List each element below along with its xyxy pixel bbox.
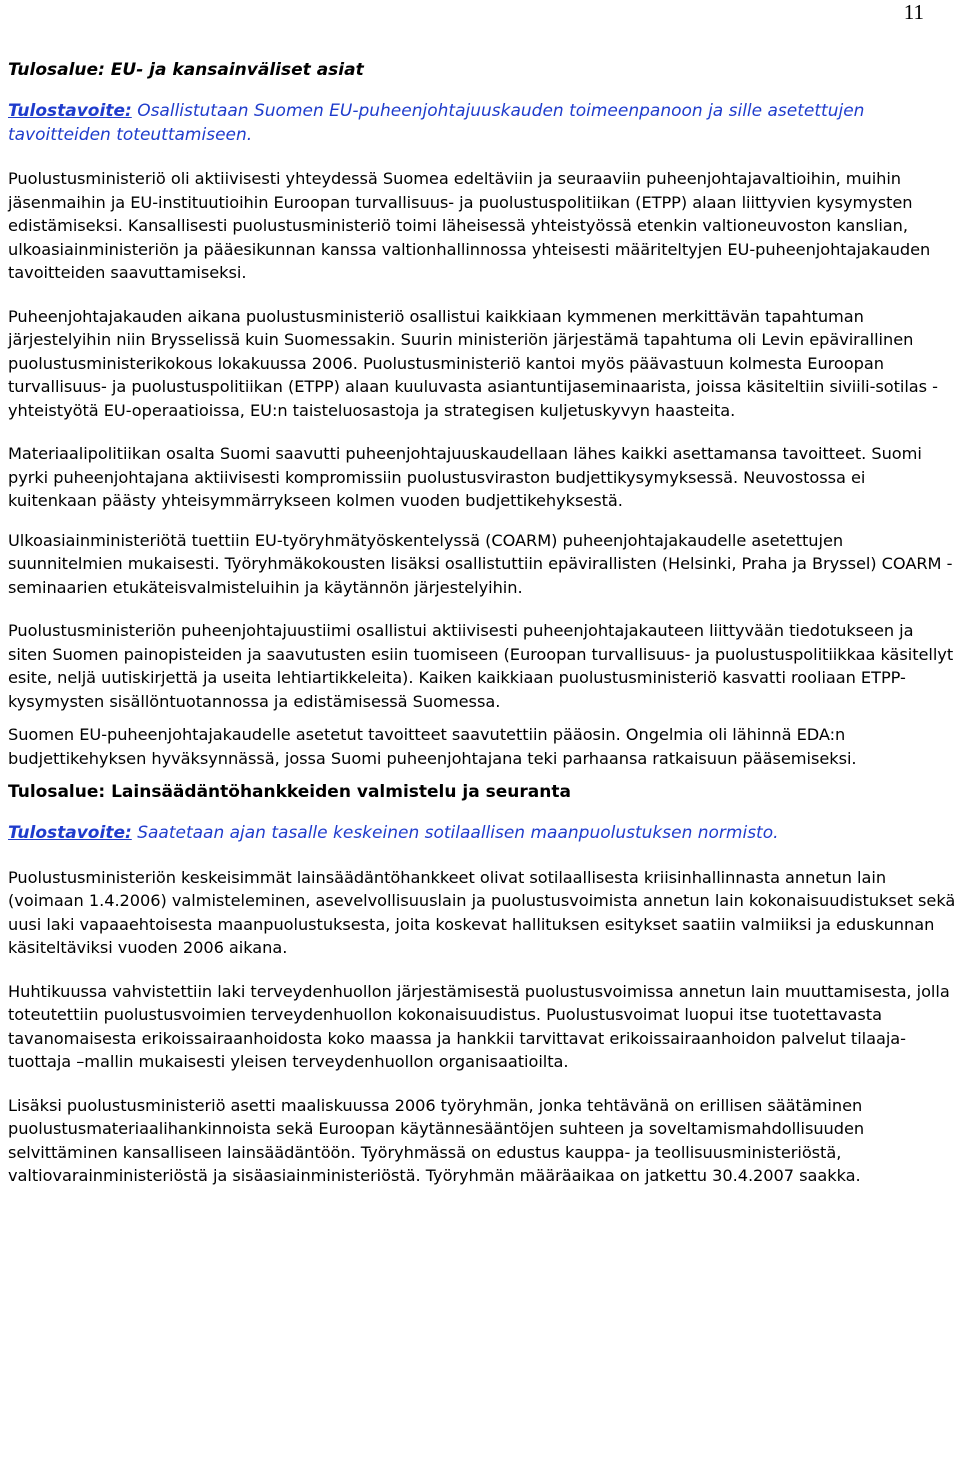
objective-label: Tulostavoite:	[8, 101, 132, 121]
paragraph: Ulkoasiainministeriötä tuettiin EU-työryhmätyöskentelyssä (COARM) puheenjohtajakaudelle asetettujen suunnitelmien mukaisesti. Työryhmäkokousten lisäksi osallistuttiin epävirallisten (Helsinki, Praha ja Bryssel) COARM -seminaarien etukäteisvalmisteluihin ja käytännön järjestelyihin.	[8, 530, 953, 597]
objective-text: Saatetaan ajan tasalle keskeinen sotilaallisen maanpuolustuksen normisto.	[137, 823, 779, 843]
paragraph: Puolustusministeriön keskeisimmät lainsäädäntöhankkeet olivat sotilaallisesta kriisinhallinnasta annetun lain (voimaan 1.4.2006) valmisteleminen, asevelvollisuuslain ja puolustusvoimista annetun lain kokonaisuudistukset sekä uusi laki vapaaehtoisesta maanpuolustuksesta, joita koskevat hallituksen esitykset saatiin valmiiksi ja eduskunnan käsiteltäviksi vuoden 2006 aikana.	[8, 867, 956, 957]
page-number: 11	[903, 0, 924, 24]
objective-legislation	[8, 822, 956, 846]
section-heading-eu: Tulosalue: EU- ja kansainväliset asiat	[8, 60, 364, 80]
paragraph: Huhtikuussa vahvistettiin laki terveydenhuollon järjestämisestä puolustusvoimissa annetun lain muuttamisesta, jolla toteutettiin puolustusvoimien terveydenhuollon kokonaisuudistus. Puolustusvoimat luopui itse tuotettavasta tavanomaisesta erikoissairaanhoidosta koko maassa ja hankkii tarvittavat erikoissairaanhoidon palvelut tilaaja- tuottaja –mallin mukaisesti yleisen terveydenhuollon organisaatioilta.	[8, 981, 950, 1071]
paragraph: Materiaalipolitiikan osalta Suomi saavutti puheenjohtajuuskaudellaan lähes kaikki asettamansa tavoitteet. Suomi pyrki puheenjohtajana aktiivisesti kompromissiin puolustusviraston budjettikysymyksessä. Neuvostossa ei kuitenkaan päästy yhteisymmärrykseen kolmen vuoden budjettikehyksestä.	[8, 444, 922, 510]
paragraph: Lisäksi puolustusministeriö asetti maaliskuussa 2006 työryhmän, jonka tehtävänä on erillisen säätäminen puolustusmateriaalihankinnoista sekä Euroopan käytännesääntöjen suhteen ja soveltamismahdollisuuden selvittäminen kansalliseen lainsäädäntöön. Työryhmässä on edustus kauppa- ja teollisuusministeriöstä, valtiovarainministeriöstä ja sisäasiainministeriöstä. Työryhmän määräaikaa on jatkettu 30.4.2007 saakka.	[8, 1095, 865, 1185]
paragraph: Puolustusministeriö oli aktiivisesti yhteydessä Suomea edeltäviin ja seuraaviin puheenjohtajavaltioihin, muihin jäsenmaihin ja EU-instituutioihin Euroopan turvallisuus- ja puolustuspolitiikan (ETPP) alaan liittyvien kysymysten edistämiseksi. Kansallisesti puolustusministeriö toimi läheisessä yhteistyössä etenkin valtioneuvoston kanslian, ulkoasiainministeriön ja pääesikunnan kanssa valtionhallinnossa yhteisesti määriteltyjen EU-puheenjohtajakauden tavoitteiden saavuttamiseksi.	[8, 169, 931, 282]
document-body	[8, 58, 956, 1188]
objective-eu	[8, 100, 956, 147]
objective-label: Tulostavoite:	[8, 823, 132, 843]
paragraph: Suomen EU-puheenjohtajakaudelle asetetut tavoitteet saavutettiin pääosin. Ongelmia oli lähinnä EDA:n budjettikehyksen hyväksynnässä, jossa Suomi puheenjohtajana teki parhaansa ratkaisuun pääsemiseksi.	[8, 725, 857, 768]
objective-text: Osallistutaan Suomen EU-puheenjohtajuuskauden toimeenpanoon ja sille asetettujen tavoitteiden toteuttamiseen.	[8, 101, 865, 145]
paragraph: Puheenjohtajakauden aikana puolustusministeriö osallistui kaikkiaan kymmenen merkittävän tapahtuman järjestelyihin niin Brysselissä kuin Suomessakin. Suurin ministeriön järjestämä tapahtuma oli Levin epävirallinen puolustusministerikokous lokakuussa 2006. Puolustusministeriö kantoi myös päävastuun kolmesta Euroopan turvallisuus- ja puolustuspolitiikan (ETPP) alaan kuuluvasta asiantuntijaseminaarista, joissa käsiteltiin siviili-sotilas -yhteistyötä EU-operaatioissa, EU:n taisteluosastoja ja strategisen kuljetuskyvyn haasteita.	[8, 306, 938, 420]
paragraph: Puolustusministeriön puheenjohtajuustiimi osallistui aktiivisesti puheenjohtajakauteen liittyvään tiedotukseen ja siten Suomen painopisteiden ja saavutusten esiin tuomiseen (Euroopan turvallisuus- ja puolustuspolitiikkaa käsitellyt esite, neljä uutiskirjettä ja useita lehtiartikkeleita). Kaiken kaikkiaan puolustusministeriö kasvatti rooliaan ETPP-kysymysten sisällöntuotannossa ja edistämisessä Suomessa.	[8, 621, 954, 711]
section-heading-legislation: Tulosalue: Lainsäädäntöhankkeiden valmistelu ja seuranta	[8, 782, 571, 802]
